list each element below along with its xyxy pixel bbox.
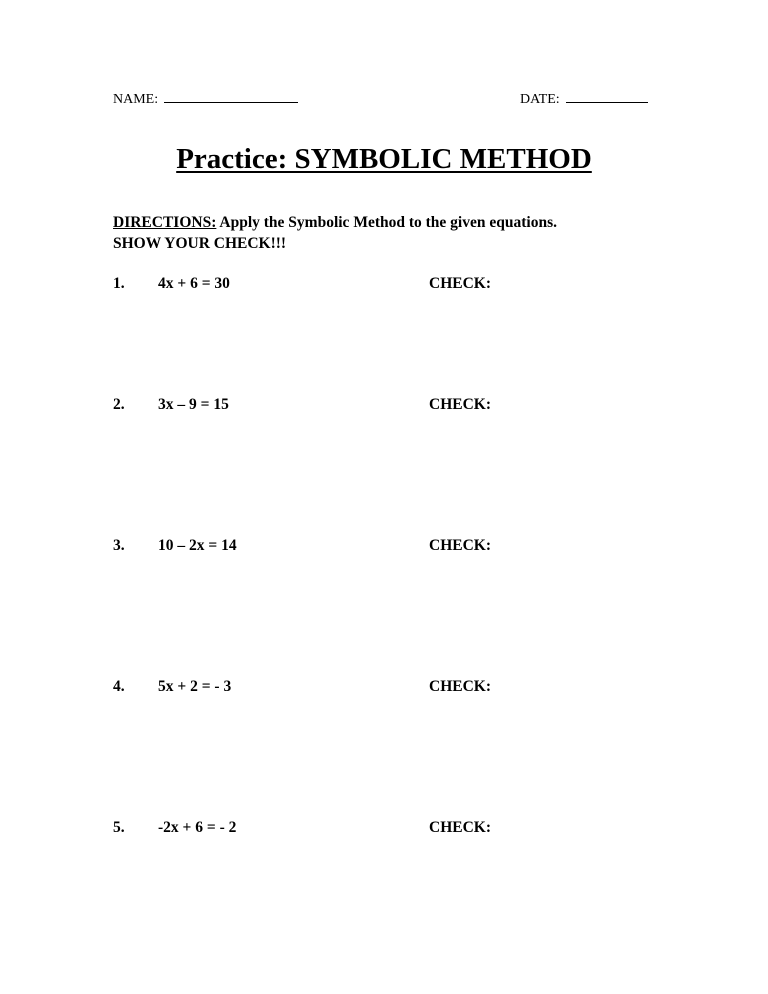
check-label: CHECK: (429, 537, 491, 554)
date-label: DATE: (520, 92, 560, 107)
problem-equation: 10 – 2x = 14 (158, 537, 237, 554)
problem-5 (113, 819, 533, 841)
problem-4 (113, 678, 533, 700)
problem-number: 1. (113, 275, 125, 292)
directions-text: Apply the Symbolic Method to the given equations. (219, 214, 557, 231)
name-label: NAME: (113, 92, 159, 107)
name-blank-line[interactable] (164, 90, 298, 103)
check-label: CHECK: (429, 678, 491, 695)
problem-number: 2. (113, 396, 125, 413)
problem-1 (113, 275, 533, 297)
problem-number: 5. (113, 819, 125, 836)
problem-equation: -2x + 6 = - 2 (158, 819, 237, 836)
date-blank-line[interactable] (566, 90, 648, 103)
check-label: CHECK: (429, 819, 491, 836)
name-field (113, 90, 298, 108)
check-label: CHECK: (429, 275, 491, 292)
problem-number: 4. (113, 678, 125, 695)
date-field (520, 90, 648, 108)
problem-3 (113, 537, 533, 559)
check-label: CHECK: (429, 396, 491, 413)
header-row (113, 90, 653, 110)
problem-number: 3. (113, 537, 125, 554)
page-title: Practice: SYMBOLIC METHOD (176, 143, 592, 175)
problem-equation: 3x – 9 = 15 (158, 396, 229, 413)
problem-equation: 5x + 2 = - 3 (158, 678, 232, 695)
problem-equation: 4x + 6 = 30 (158, 275, 230, 292)
directions (113, 212, 673, 254)
directions-label: DIRECTIONS: (113, 214, 217, 231)
directions-line2: SHOW YOUR CHECK!!! (113, 235, 287, 252)
problem-2 (113, 396, 533, 418)
